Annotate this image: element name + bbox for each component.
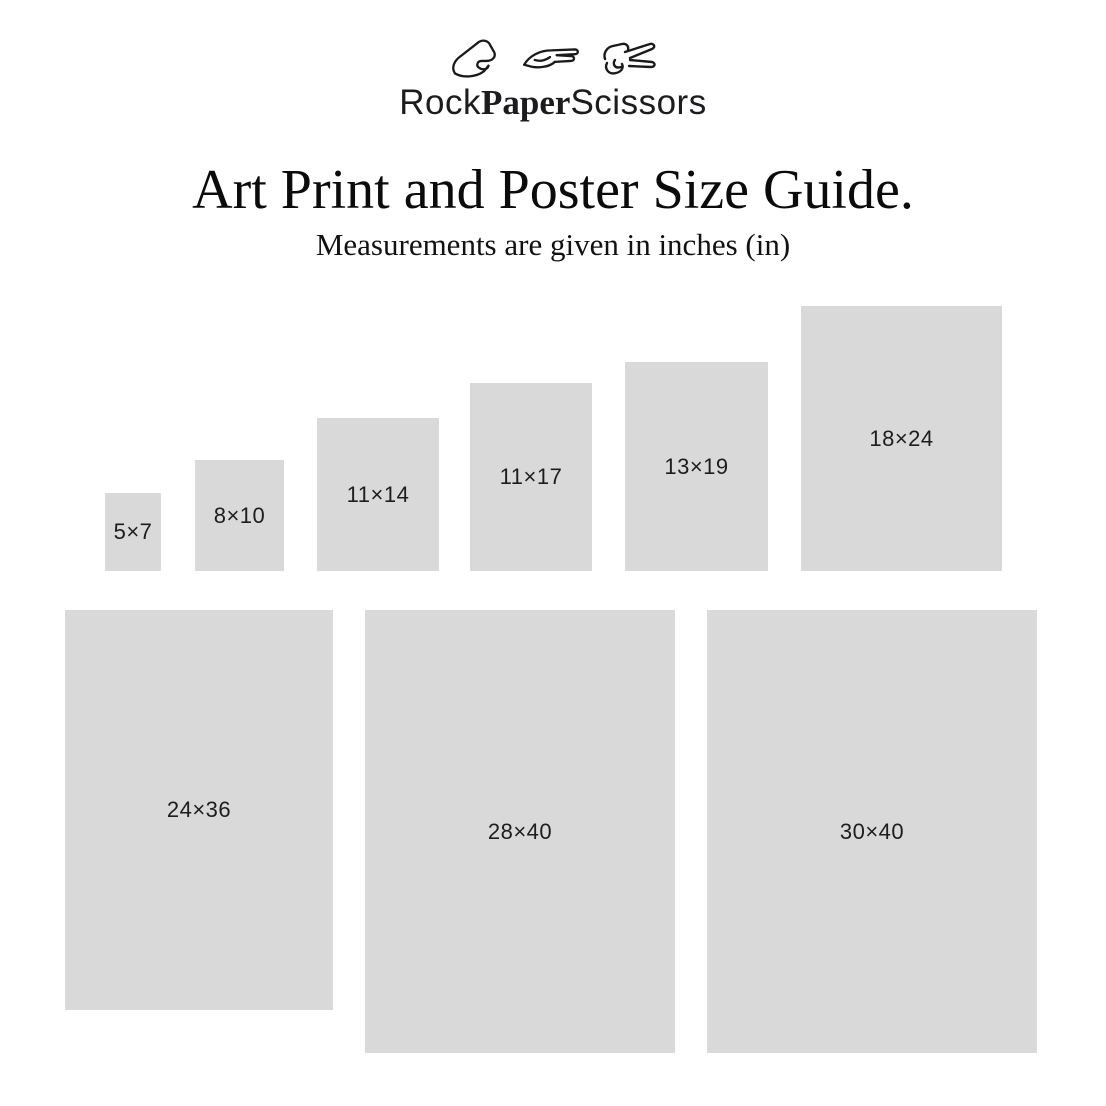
size-box-18x24 [801,306,1002,571]
brand-paper-text: Paper [481,83,571,122]
size-box-8x10 [195,460,284,571]
size-label: 11×17 [499,464,563,489]
size-box-30x40 [707,610,1037,1053]
size-label: 18×24 [869,425,934,451]
page-subtitle: Measurements are given in inches (in) [315,227,791,262]
size-label: 8×10 [213,502,266,528]
size-label: 5×7 [113,519,153,544]
size-box-11x14 [317,418,439,571]
brand-scissors-text: Scissors [570,83,707,122]
rock-hand-icon [446,36,508,82]
size-box-5x7 [105,493,161,571]
size-box-11x17 [470,383,592,571]
size-label: 30×40 [839,818,905,844]
brand-logo-icons [0,33,1106,85]
size-box-28x40 [365,610,675,1053]
brand-rock-text: Rock [399,83,482,122]
size-label: 24×36 [166,797,232,822]
size-label: 13×19 [664,453,729,479]
size-box-13x19 [625,362,768,571]
brand-wordmark [0,84,1106,123]
paper-hand-icon [518,36,584,82]
size-label: 28×40 [487,818,553,844]
page-title: Art Print and Poster Size Guide. [192,159,914,221]
size-box-24x36 [65,610,333,1010]
scissors-hand-icon [594,35,660,83]
size-label: 11×14 [346,481,410,507]
